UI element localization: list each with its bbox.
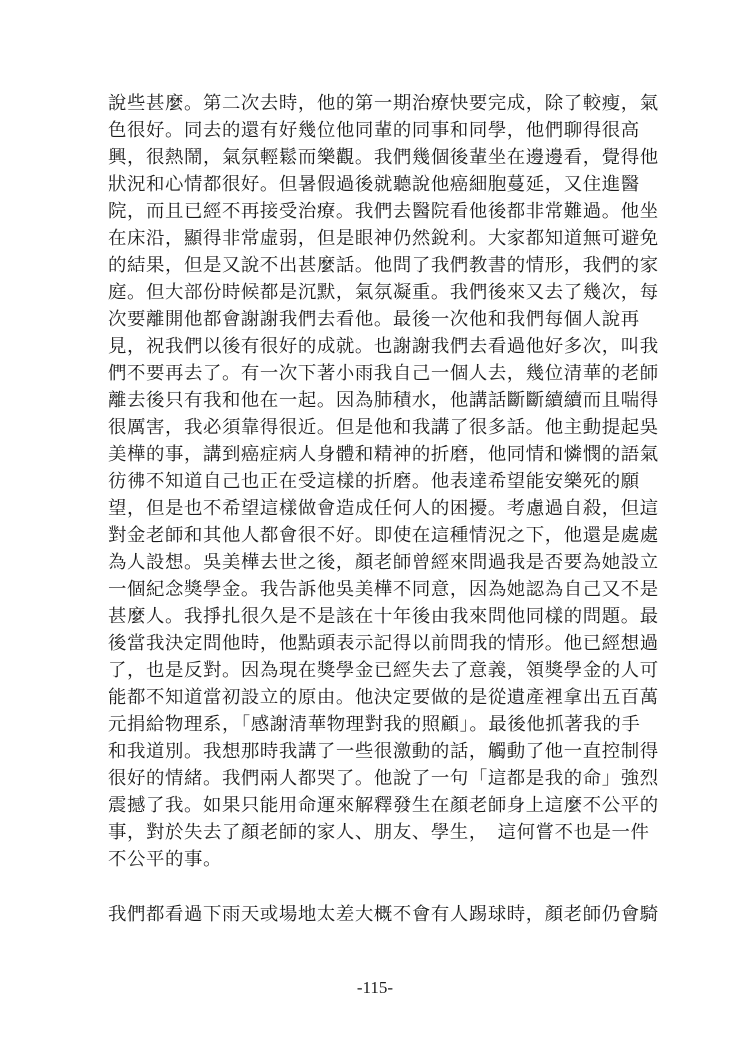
text-line: 彷彿不知道自己也正在受這樣的折磨。他表達希望能安樂死的願 <box>108 471 640 492</box>
text-line: 見，祝我們以後有很好的成就。也謝謝我們去看過他好多次，叫我 <box>108 336 659 357</box>
text-line: 很厲害，我必須靠得很近。但是他和我講了很多話。他主動提起吳 <box>108 417 659 438</box>
text-line: 興，很熱鬧，氣氛輕鬆而樂觀。我們幾個後輩坐在邊邊看，覺得他 <box>108 147 659 168</box>
paragraph-1 <box>108 90 659 873</box>
text-line: 和我道別。我想那時我講了一些很激動的話，觸動了他一直控制得 <box>108 741 659 762</box>
body-text <box>108 90 659 928</box>
text-line: 狀況和心情都很好。但暑假過後就聽說他癌細胞蔓延，又住進醫 <box>108 174 640 195</box>
text-line: 院，而且已經不再接受治療。我們去醫院看他後都非常難過。他坐 <box>108 201 659 222</box>
text-line: 後當我決定問他時，他點頭表示記得以前問我的情形。他已經想過 <box>108 633 659 654</box>
text-line: 甚麼人。我掙扎很久是不是該在十年後由我來問他同樣的問題。最 <box>108 606 659 627</box>
text-line: 說些甚麼。第二次去時，他的第一期治療快要完成，除了較瘦，氣 <box>108 93 659 114</box>
text-line: 在床沿，顯得非常虛弱，但是眼神仍然銳利。大家都知道無可避免 <box>108 228 659 249</box>
page-number: -115- <box>356 978 394 997</box>
text-line: 望，但是也不希望這樣做會造成任何人的困擾。考慮過自殺，但這 <box>108 498 659 519</box>
text-line: 能都不知道當初設立的原由。他決定要做的是從遺產裡拿出五百萬 <box>108 687 659 708</box>
text-line: 元捐給物理系，「感謝清華物理對我的照顧」。最後他抓著我的手 <box>108 714 641 735</box>
text-line: 一個紀念獎學金。我告訴他吳美樺不同意，因為她認為自己又不是 <box>108 579 659 600</box>
text-line: 的結果，但是又說不出甚麼話。他問了我們教書的情形，我們的家 <box>108 255 659 276</box>
text-line: 離去後只有我和他在一起。因為肺積水，他講話斷斷續續而且喘得 <box>108 390 659 411</box>
text-line: 震撼了我。如果只能用命運來解釋發生在顏老師身上這麼不公平的 <box>108 795 659 816</box>
text-line: 次要離開他都會謝謝我們去看他。最後一次他和我們每個人說再 <box>108 309 640 330</box>
paragraph-gap <box>108 873 648 901</box>
text-line: 們不要再去了。有一次下著小雨我自己一個人去，幾位清華的老師 <box>108 363 659 384</box>
text-line: 對金老師和其他人都會很不好。即使在這種情況之下，他還是處處 <box>108 525 659 546</box>
text-line: 很好的情緒。我們兩人都哭了。他說了一句「這都是我的命」強烈 <box>108 768 659 789</box>
text-line: 我們都看過下雨天或場地太差大概不會有人踢球時，顏老師仍會騎 <box>108 904 659 925</box>
paragraph-2 <box>108 901 659 928</box>
text-line: 不公平的事。 <box>108 849 222 870</box>
text-line: 為人設想。吳美樺去世之後，顏老師曾經來問過我是否要為她設立 <box>108 552 659 573</box>
text-line: 事，對於失去了顏老師的家人、朋友、學生， 這何嘗不也是一件 <box>108 822 650 843</box>
text-line: 美樺的事，講到癌症病人身體和精神的折磨，他同情和憐憫的語氣 <box>108 444 659 465</box>
text-line: 了，也是反對。因為現在獎學金已經失去了意義，領獎學金的人可 <box>108 660 659 681</box>
text-line: 色很好。同去的還有好幾位他同輩的同事和同學，他們聊得很高 <box>108 120 640 141</box>
text-line: 庭。但大部份時候都是沉默，氣氛凝重。我們後來又去了幾次，每 <box>108 282 659 303</box>
